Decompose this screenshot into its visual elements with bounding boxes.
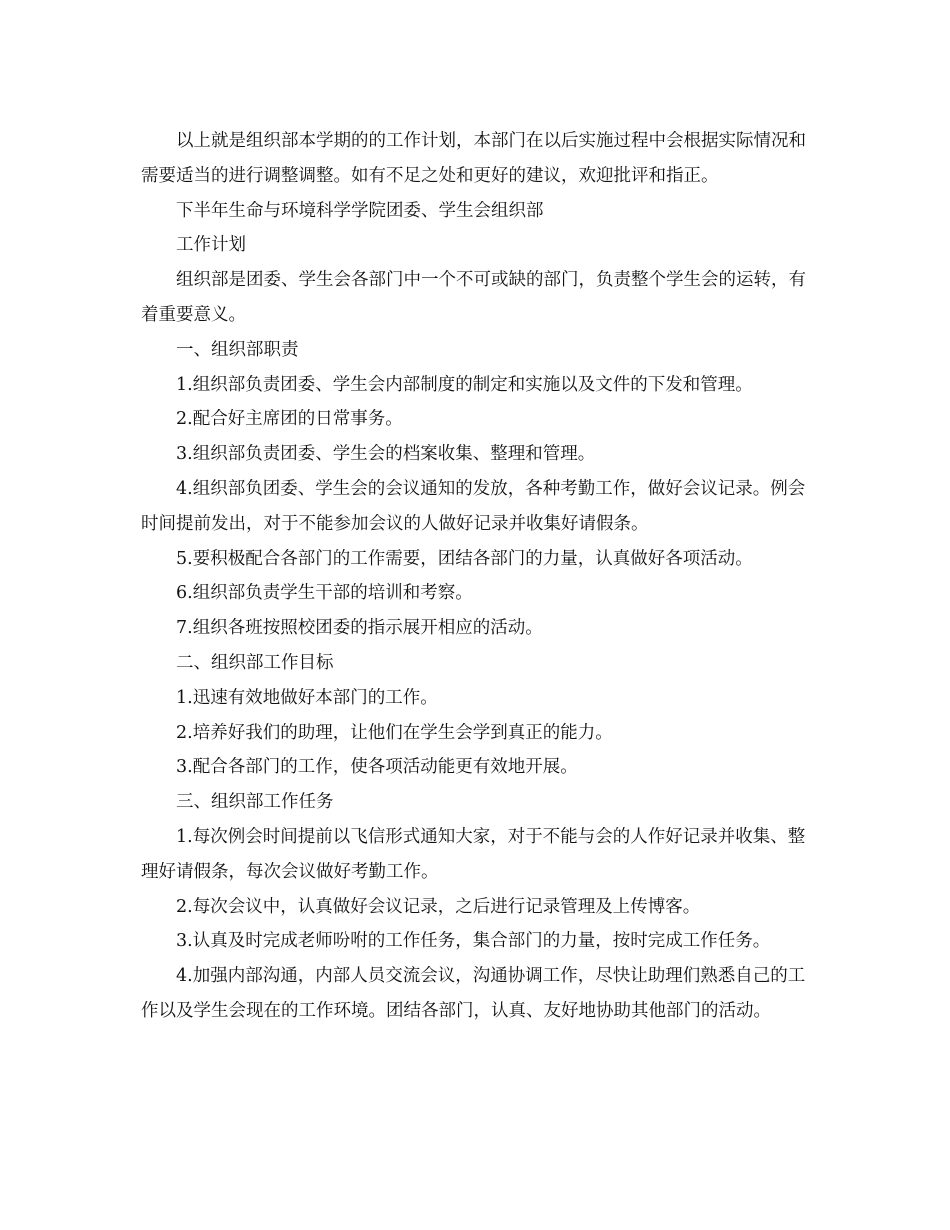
section-heading-goals: 二、组织部工作目标: [176, 652, 334, 673]
duty-item: 2.配合好主席团的日常事务。: [176, 409, 403, 430]
closing-paragraph: 以上就是组织部本学期的的工作计划，本部门在以后实施过程中会根据实际情况和需要适当的进行调整调整。如有不足之处和更好的建议，欢迎批评和指正。: [141, 131, 806, 186]
document-subheading: 工作计划: [176, 235, 246, 256]
goal-item: 3.配合各部门的工作，使各项活动能更有效地开展。: [176, 757, 578, 778]
goal-item: 1.迅速有效地做好本部门的工作。: [176, 687, 438, 708]
section-heading-tasks: 三、组织部工作任务: [176, 792, 334, 813]
document-heading: 下半年生命与环境科学学院团委、学生会组织部: [176, 200, 544, 221]
task-item: 4.加强内部沟通，内部人员交流会议，沟通协调工作，尽快让助理们熟悉自己的工作以及学生会现在的工作环境。团结各部门，认真、友好地协助其他部门的活动。: [141, 966, 806, 1021]
task-item: 2.每次会议中，认真做好会议记录，之后进行记录管理及上传博客。: [176, 896, 701, 917]
duty-item: 5.要积极配合各部门的工作需要，团结各部门的力量，认真做好各项活动。: [176, 548, 753, 569]
task-item: 1.每次例会时间提前以飞信形式通知大家，对于不能与会的人作好记录并收集、整理好请假条，每次会议做好考勤工作。: [141, 826, 806, 882]
document-body: [141, 124, 806, 1029]
duty-item: 1.组织部负责团委、学生会内部制度的制定和实施以及文件的下发和管理。: [176, 374, 753, 395]
task-item: 3.认真及时完成老师吩咐的工作任务，集合部门的力量，按时完成工作任务。: [176, 931, 771, 952]
section-heading-duties: 一、组织部职责: [176, 339, 299, 360]
duty-item: 4.组织部负团委、学生会的会议通知的发放，各种考勤工作，做好会议记录。例会时间提前发出，对于不能参加会议的人做好记录并收集好请假条。: [141, 478, 806, 534]
intro-paragraph: 组织部是团委、学生会各部门中一个不可或缺的部门，负责整个学生会的运转，有着重要意义。: [141, 270, 806, 325]
goal-item: 2.培养好我们的助理，让他们在学生会学到真正的能力。: [176, 722, 613, 743]
duty-item: 3.组织部负责团委、学生会的档案收集、整理和管理。: [176, 444, 596, 465]
duty-item: 6.组织部负责学生干部的培训和考察。: [176, 583, 473, 604]
duty-item: 7.组织各班按照校团委的指示展开相应的活动。: [176, 618, 543, 639]
